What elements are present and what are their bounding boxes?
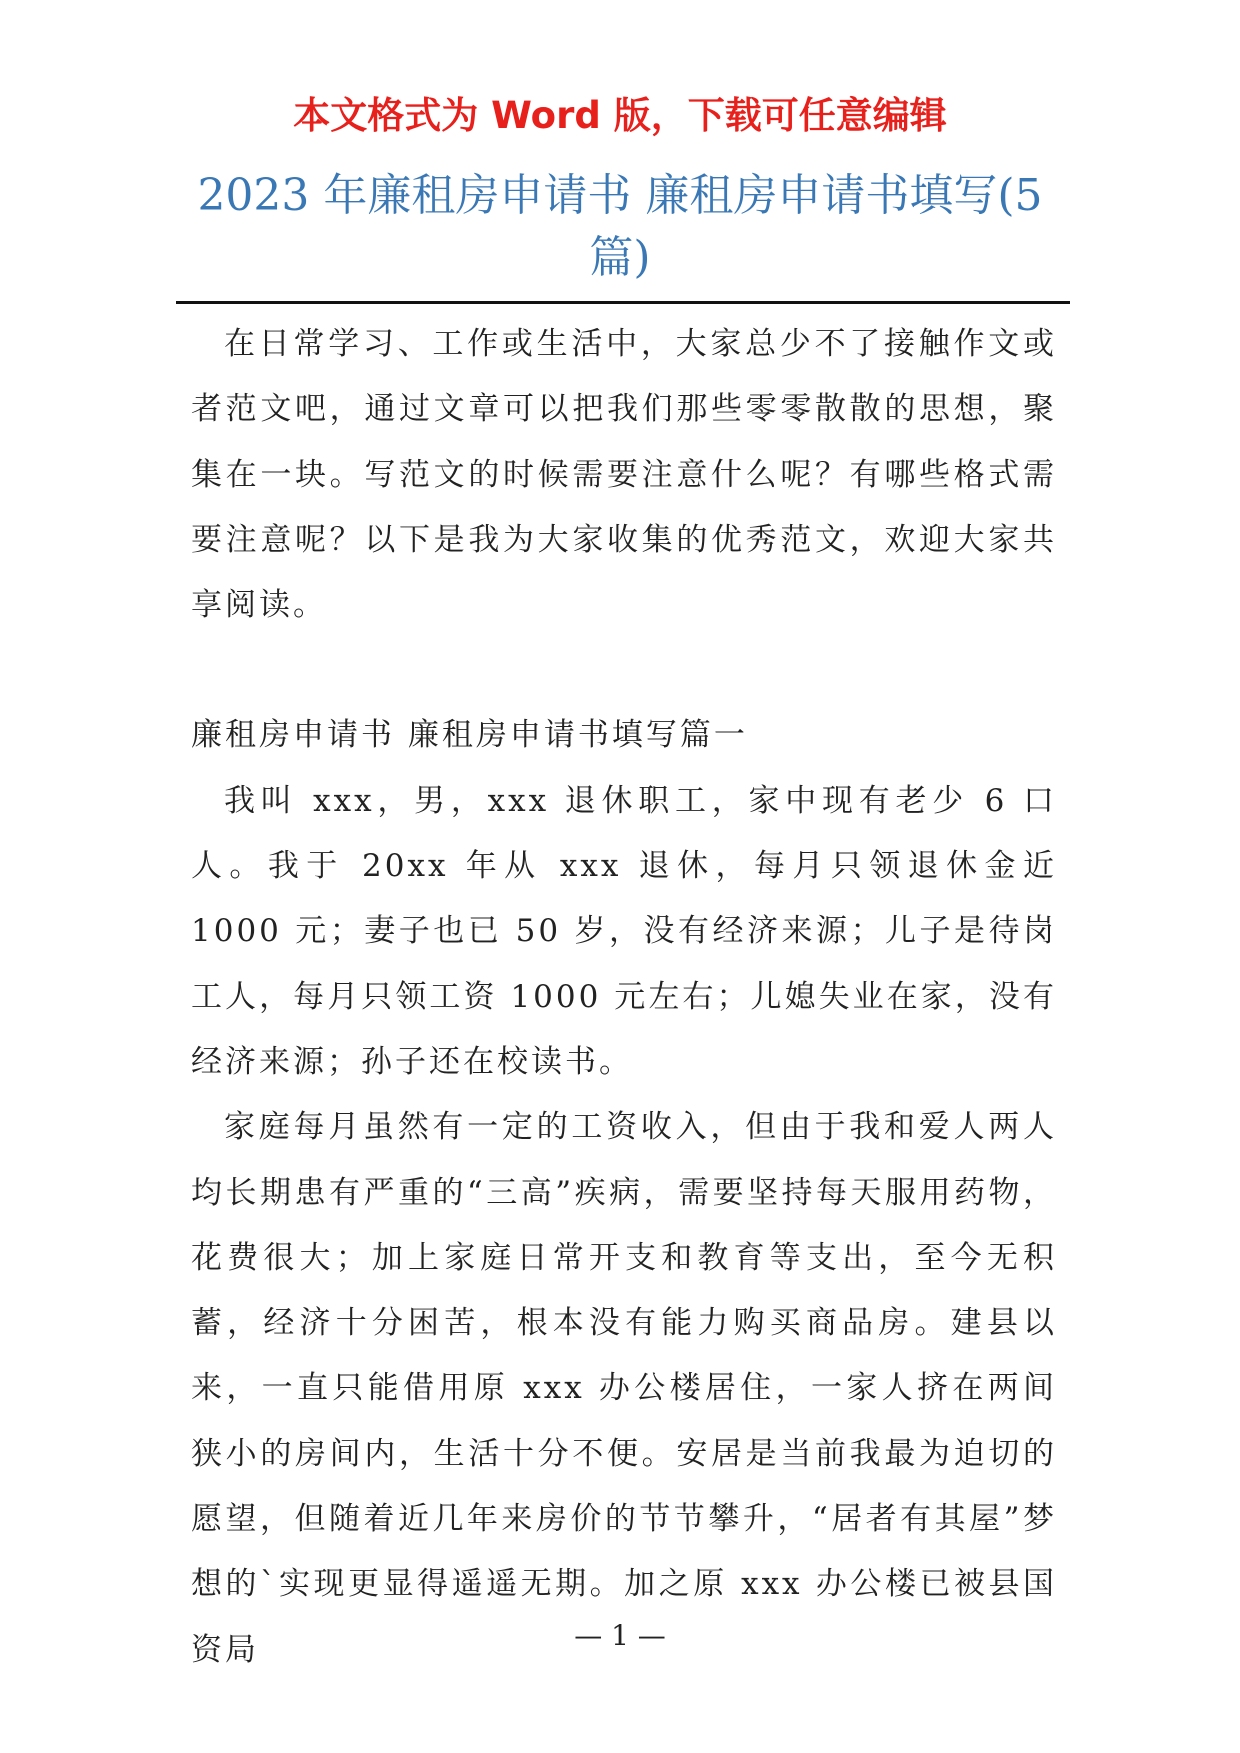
section-heading: 廉租房申请书 廉租房申请书填写篇一 xyxy=(191,717,748,754)
body-paragraph-2: 家庭每月虽然有一定的工资收入，但由于我和爱人两人均长期患有严重的“三高”疾病，需要坚持每天服用药物，花费很大；加上家庭日常开支和教育等支出，至今无积蓄，经济十分困苦，根本没有能力购买商品房。建县以来，一直只能借用原 xxx 办公楼居住，一家人挤在两间狭小的房间内，生活十分不便。安居是当前我最为迫切的愿望，但随着近几年来房价的节节攀升，“居者有其屋”梦想的`实现更显得遥遥无期。加之原 xxx 办公楼已被县国资局 xyxy=(191,1109,1057,1668)
title-divider xyxy=(176,301,1070,304)
body-paragraph-1: 我叫 xxx，男，xxx 退休职工，家中现有老少 6 口人。我于 20xx 年从 xxx 退休，每月只领退休金近 1000 元；妻子也已 50 岁，没有经济来源；儿子是待岗工人，每月只领工资 1000 元左右；儿媳失业在家，没有经济来源；孙子还在校读书。 xyxy=(191,782,1057,1080)
paragraph-spacer xyxy=(191,638,1057,703)
intro-paragraph: 在日常学习、工作或生活中，大家总少不了接触作文或者范文吧，通过文章可以把我们那些零零散散的思想，聚集在一块。写范文的时候需要注意什么呢？有哪些格式需要注意呢？以下是我为大家收集的优秀范文，欢迎大家共享阅读。 xyxy=(191,326,1057,624)
document-body xyxy=(191,312,1057,1683)
word-format-notice: 本文格式为 Word 版，下载可任意编辑 xyxy=(293,94,947,137)
document-title: 2023 年廉租房申请书 廉租房申请书填写(5 篇) xyxy=(197,170,1043,283)
page-number: — 1 — xyxy=(574,1619,666,1652)
